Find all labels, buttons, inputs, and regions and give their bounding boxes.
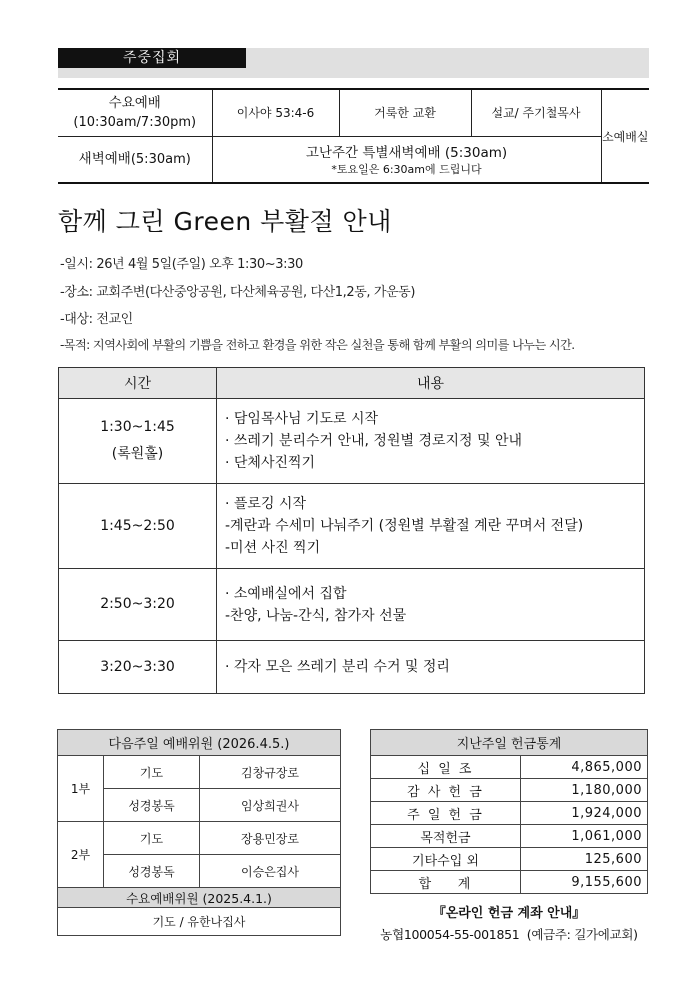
wed-worship-cell	[58, 89, 212, 136]
schedule-time: 3:20~3:30	[59, 641, 217, 694]
offering-amount: 4,865,000	[521, 756, 648, 779]
schedule-table	[58, 367, 645, 694]
offering-table	[370, 729, 648, 894]
schedule-header-time: 시간	[59, 368, 217, 399]
event-place: -장소: 교회주변(다산중앙공원, 다산체육공원, 다산1,2동, 가운동)	[60, 285, 416, 300]
online-offering-title: 『온라인 헌금 계좌 안내』	[432, 906, 586, 921]
schedule-row	[59, 569, 645, 641]
schedule-content	[217, 569, 645, 641]
schedule-content	[217, 641, 645, 694]
event-target: -대상: 전교인	[60, 312, 133, 327]
ushers-title: 다음주일 예배위원 (2026.4.5.)	[58, 730, 341, 756]
schedule-item: -미션 사진 찍기	[225, 540, 321, 556]
offering-label: 십 일 조	[371, 756, 521, 779]
schedule-content	[217, 399, 645, 484]
offering-amount: 1,924,000	[521, 802, 648, 825]
schedule-time	[59, 399, 217, 484]
ushers-table	[57, 729, 341, 936]
offering-row	[371, 779, 648, 802]
offering-amount: 1,180,000	[521, 779, 648, 802]
event-purpose: -목적: 지역사회에 부활의 기쁨을 전하고 환경을 위한 작은 실천을 통해 함께 부활의 의미를 나누는 시간.	[60, 338, 575, 352]
wed-ushers-title: 수요예배위원 (2025.4.1.)	[58, 888, 341, 908]
schedule-time: 1:45~2:50	[59, 484, 217, 569]
wed-sermon-title: 거룩한 교환	[339, 89, 471, 136]
schedule-item: · 소예배실에서 집합	[225, 585, 347, 602]
offering-label: 기타수입 외	[371, 848, 521, 871]
schedule-content	[217, 484, 645, 569]
event-date: -일시: 26년 4월 5일(주일) 오후 1:30~3:30	[60, 257, 303, 272]
offering-label: 감 사 헌 금	[371, 779, 521, 802]
schedule-row	[59, 641, 645, 694]
offering-total-label: 합 계	[371, 871, 521, 894]
wed-scripture: 이사야 53:4-6	[212, 89, 339, 136]
worship-location: 소예배실	[601, 89, 649, 183]
schedule-item: -찬양, 나눔-간식, 참가자 선물	[225, 607, 407, 624]
schedule-item: · 플로깅 시작	[225, 496, 306, 512]
schedule-time-value: 1:30~1:45	[100, 419, 175, 435]
schedule-item: · 쓰레기 분리수거 안내, 정원별 경로지정 및 안내	[225, 433, 523, 449]
wed-ushers-value: 기도 / 유한나집사	[58, 908, 341, 936]
schedule-row	[59, 399, 645, 484]
dawn-worship-name: 새벽예배	[78, 150, 131, 167]
dawn-worship-time: (5:30am)	[130, 151, 191, 167]
dawn-worship-note: *토요일은 6:30am에 드립니다	[331, 163, 482, 177]
wed-worship-name: 수요예배	[108, 94, 161, 111]
usher-role: 성경봉독	[104, 855, 200, 888]
part-label: 1부	[58, 756, 104, 822]
offering-row	[371, 802, 648, 825]
online-offering-account: 농협100054-55-001851 (예금주: 길가에교회)	[380, 927, 638, 942]
usher-name: 김창규장로	[200, 756, 341, 789]
offering-row	[371, 825, 648, 848]
usher-name: 장용민장로	[200, 822, 341, 855]
usher-name: 이승은집사	[200, 855, 341, 888]
offering-row	[371, 871, 648, 894]
dawn-worship-info	[212, 136, 601, 183]
part-label: 2부	[58, 822, 104, 888]
wed-preacher: 설교/ 주기철목사	[471, 89, 601, 136]
offering-title: 지난주일 헌금통계	[371, 730, 648, 756]
schedule-row	[59, 484, 645, 569]
schedule-item: · 담임목사님 기도로 시작	[225, 411, 379, 427]
usher-name: 임상희권사	[200, 789, 341, 822]
offering-total-amount: 9,155,600	[521, 871, 648, 894]
offering-label: 목적헌금	[371, 825, 521, 848]
schedule-header-content: 내용	[217, 368, 645, 399]
dawn-worship-cell	[58, 136, 212, 183]
offering-amount: 1,061,000	[521, 825, 648, 848]
schedule-item: -계란과 수세미 나눠주기 (정원별 부활절 계란 꾸며서 전달)	[225, 518, 584, 534]
section-label: 주중집회	[58, 48, 246, 68]
dawn-worship-title-time: (5:30am)	[444, 145, 508, 162]
schedule-time: 2:50~3:20	[59, 569, 217, 641]
usher-role: 기도	[104, 822, 200, 855]
offering-label: 주 일 헌 금	[371, 802, 521, 825]
dawn-worship-title: 고난주간 특별새벽예배	[305, 145, 441, 162]
schedule-item: · 각자 모은 쓰레기 분리 수거 및 정리	[225, 659, 450, 675]
offering-row	[371, 848, 648, 871]
event-title: 함께 그린 Green 부활절 안내	[58, 207, 392, 236]
weekday-worship-table	[58, 88, 649, 184]
usher-role: 성경봉독	[104, 789, 200, 822]
wed-worship-time: (10:30am/7:30pm)	[73, 114, 197, 130]
offering-amount: 125,600	[521, 848, 648, 871]
schedule-time-place: (록원홀)	[111, 446, 164, 462]
schedule-item: · 단체사진찍기	[225, 455, 316, 471]
offering-row	[371, 756, 648, 779]
usher-role: 기도	[104, 756, 200, 789]
